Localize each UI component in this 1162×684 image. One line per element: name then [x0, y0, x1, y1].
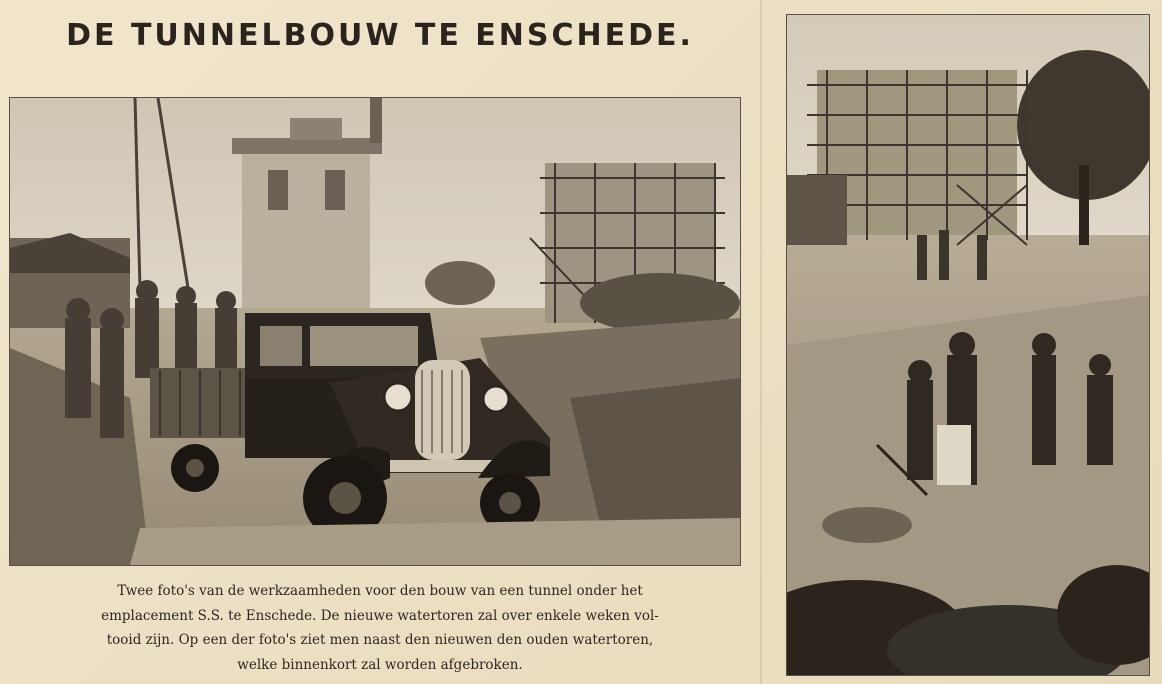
page-fold-divider — [760, 0, 762, 684]
caption-line: welke binnenkort zal worden afgebroken. — [237, 656, 523, 673]
caption-line: emplacement S.S. te Enschede. De nieuwe watertoren zal over enkele weken vol- — [101, 607, 659, 624]
photo-caption — [40, 579, 720, 677]
photo-truck-and-water-towers — [9, 97, 741, 566]
caption-line: tooid zijn. Op een der foto's ziet men naast den nieuwen den ouden watertoren, — [106, 632, 654, 648]
headline: DE TUNNELBOUW TE ENSCHEDE. — [66, 18, 694, 53]
photo-workers-digging — [786, 14, 1150, 676]
caption-line: Twee foto's van de werkzaamheden voor den bouw van een tunnel onder het — [117, 583, 643, 599]
